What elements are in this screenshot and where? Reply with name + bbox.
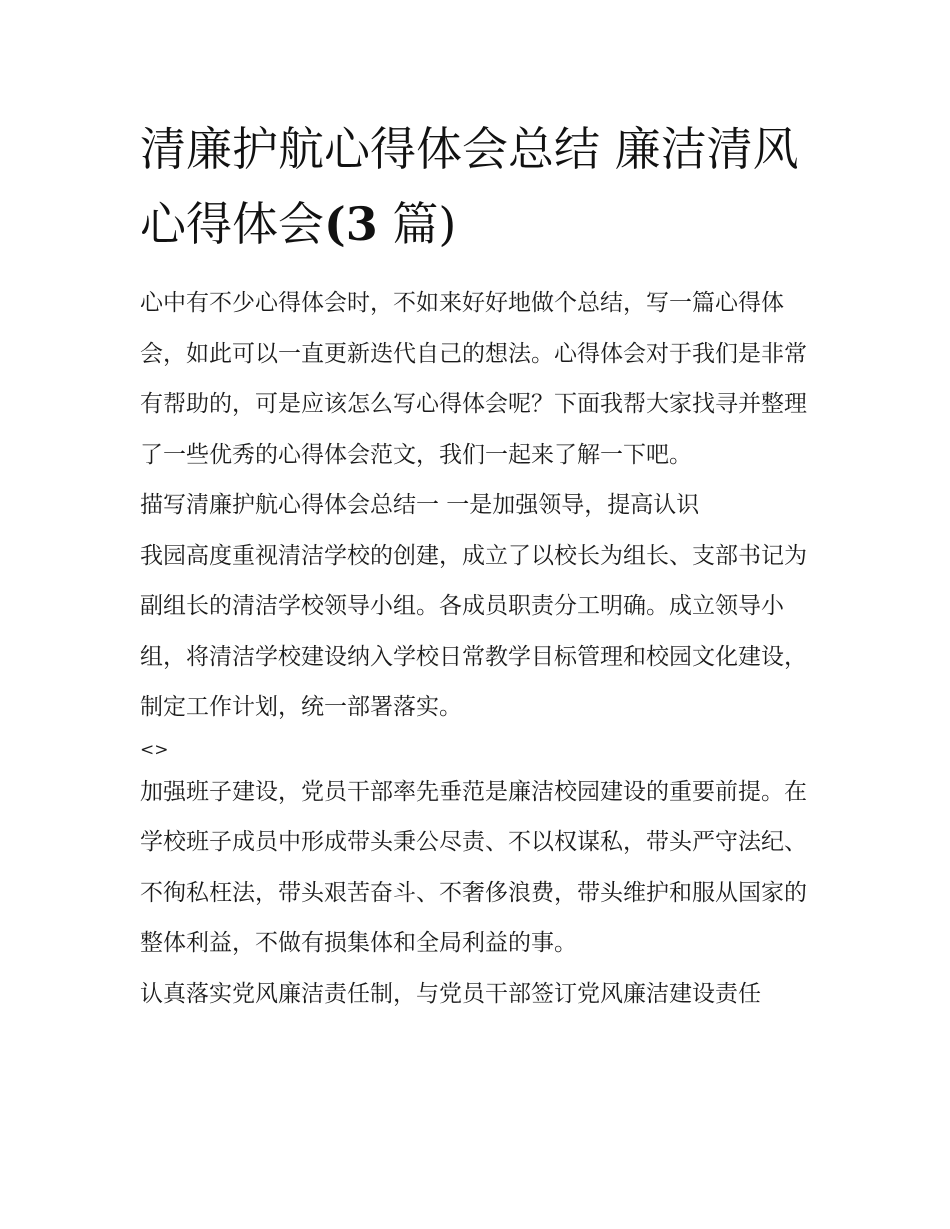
title-open-paren: ( [324, 197, 346, 251]
body-paragraph: 我园高度重视清洁学校的创建，成立了以校长为组长、支部书记为副组长的清洁学校领导小组。各成员职责分工明确。成立领导小组，将清洁学校建设纳入学校日常教学目标管理和校园文化建设，制定工作计划，统一部署落实。 [140, 542, 807, 720]
section-heading: 描写清廉护航心得体会总结一 一是加强领导，提高认识 [140, 492, 700, 518]
body-paragraph: 加强班子建设，党员干部率先垂范是廉洁校园建设的重要前提。在学校班子成员中形成带头秉公尽责、不以权谋私，带头严守法纪、不徇私枉法，带头艰苦奋斗、不奢侈浪费，带头维护和服从国家的整体利益，不做有损集体和全局利益的事。 [140, 778, 807, 956]
intro-paragraph: 心中有不少心得体会时，不如来好好地做个总结，写一篇心得体会，如此可以一直更新迭代自己的想法。心得体会对于我们是非常有帮助的，可是应该怎么写心得体会呢？下面我帮大家找寻并整理了一些优秀的心得体会范文，我们一起来了解一下吧。 [140, 290, 807, 468]
title-number: 3 [345, 197, 378, 251]
placeholder-symbol: <> [140, 739, 169, 760]
document-body [140, 278, 815, 1019]
document-title [140, 112, 815, 262]
document-page [140, 112, 815, 1019]
title-suffix: 篇) [377, 197, 457, 251]
title-text: 清廉护航心得体会总结 廉洁清风心得体会 [140, 122, 799, 251]
body-paragraph: 认真落实党风廉洁责任制，与党员干部签订党风廉洁建设责任 [140, 980, 761, 1007]
